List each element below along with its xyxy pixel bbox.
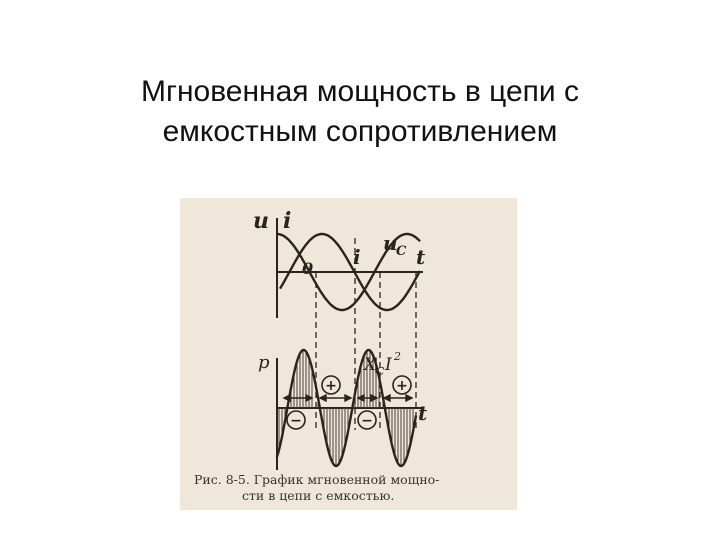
label-xc-current: I	[385, 355, 392, 375]
minus-sign-1: −	[290, 413, 302, 429]
axis-label-u: u	[253, 208, 269, 234]
title-line-2: емкостным сопротивлением	[162, 115, 558, 148]
axis-label-p: p	[258, 352, 270, 373]
minus-sign-2: −	[361, 413, 373, 429]
label-xc-subscript: C	[376, 365, 385, 378]
figure-drawing	[180, 198, 517, 510]
figure-scan	[180, 198, 517, 510]
figure-caption-line-1: Рис. 8-5. График мгновенной мощно-	[194, 472, 440, 487]
axis-label-t-bottom: t	[418, 401, 428, 425]
plus-sign-1: +	[325, 378, 337, 394]
axis-label-i: i	[283, 208, 292, 234]
figure-caption-line-2: сти в цепи с емкостью.	[242, 488, 395, 503]
curve-label-i: i	[353, 245, 361, 269]
curve-label-uc-subscript: C	[396, 244, 407, 259]
label-xc: X	[364, 355, 377, 375]
label-xc-power: 2	[394, 350, 401, 363]
slide-title	[60, 72, 660, 152]
plus-sign-2: +	[396, 378, 408, 394]
curve-label-uc: u	[383, 231, 398, 255]
axis-label-t-top: t	[416, 245, 426, 269]
origin-label: 0	[302, 259, 314, 278]
title-line-1: Мгновенная мощность в цепи с	[141, 75, 579, 108]
